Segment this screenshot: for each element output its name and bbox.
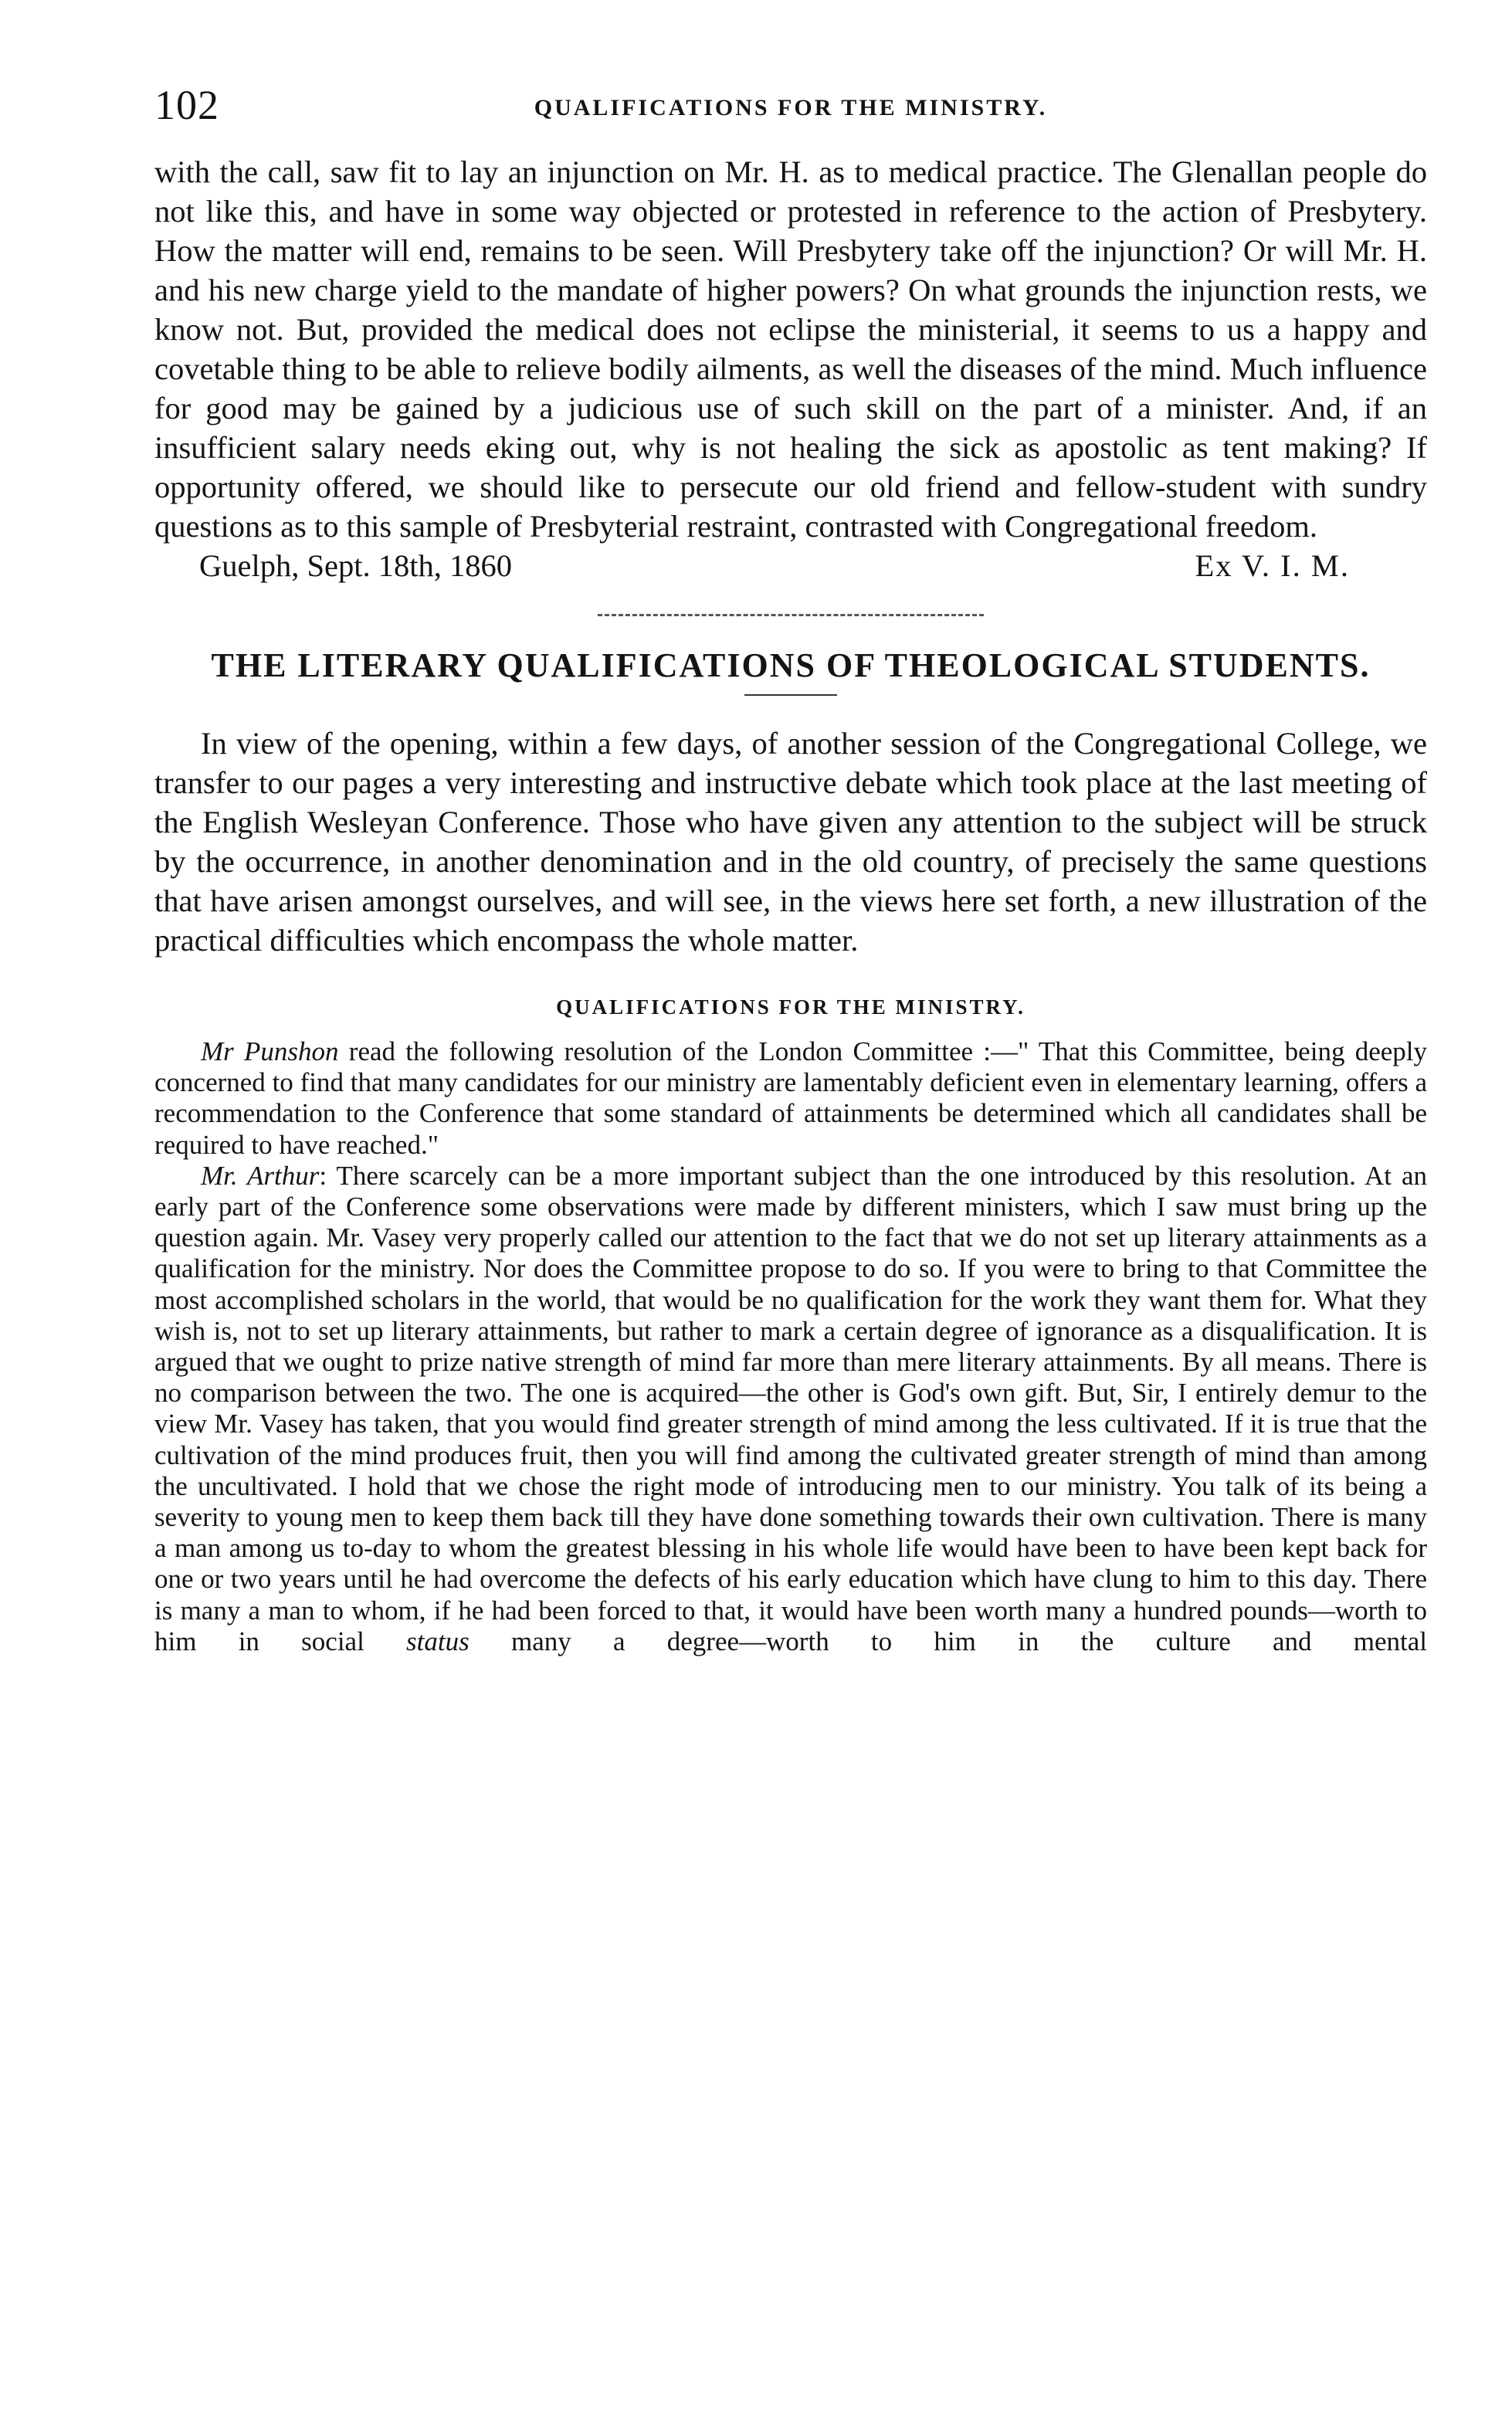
running-title: QUALIFICATIONS FOR THE MINISTRY.	[534, 95, 1048, 120]
letter-signature: Ex V. I. M.	[1195, 548, 1350, 583]
speaker-punshon: Mr Punshon	[201, 1036, 339, 1066]
arthur-text-1: : There scarcely can be a more important subject than the one introduced by this resolution. At an early part of the Conference some observations were made by different ministers, which I saw must bring up the question again. Mr. Vasey very properly called our attention to the fact that we do not set up literary attainments as a qualification for the ministry. Nor does the Committee propose to do so. If you were to bring to that Committee the most accomplished scholars in the world, that would be no qualification for the work they want them for. What they wish is, not to set up literary attainments, but rather to mark a certain degree of ignorance as a disqualification. It is argued that we ought to prize native strength of mind far more than mere literary attainments. By all means. There is no comparison between the two. The one is acquired—the other is God's own gift. But, Sir, I entirely demur to the view Mr. Vasey has taken, that you would find greater strength of mind among the less cultivated. If it is true that the cultivation of the mind produces fruit, then you will find among the cultivated greater strength of mind than among the uncultivated. I hold that we chose the right mode of introducing men to our ministry. You talk of its being a severity to young men to keep them back till they have done something towards their own cultivation. There is many a man among us to-day to whom the greatest blessing in his whole life would have been to have been kept back for one or two years until he had overcome the defects of his early education which have clung to him to this day. There is many a man to whom, if he had been forced to that, it would have been worth many a hundred pounds—worth to him in social	[154, 1160, 1428, 1656]
section-divider	[598, 614, 984, 616]
letter-place-date: Guelph, Sept. 18th, 1860	[199, 548, 512, 583]
sub-heading: QUALIFICATIONS FOR THE MINISTRY.	[556, 995, 1026, 1019]
punshon-text: read the following resolution of the London Committee :—" That this Committee, being deeply concerned to find that many candidates for our ministry are lamentably deficient even in elementary learning, offers a recommendation to the Conference that some standard of attainments be determined which all candidates shall be required to have reached."	[154, 1036, 1427, 1160]
status-word: status	[406, 1626, 470, 1656]
article-title: THE LITERARY QUALIFICATIONS OF THEOLOGICAL STUDENTS.	[211, 646, 1371, 684]
letter-signoff	[154, 546, 1427, 592]
running-head	[154, 81, 1427, 135]
title-rule	[744, 694, 837, 696]
letter-body: with the call, saw fit to lay an injunction on Mr. H. as to medical practice. The Glenallan people do not like this, and have in some way objected or protested in reference to the action of Presbytery. How the matter will end, remains to be seen. Will Presbytery take off the injunction? Or will Mr. H. and his new charge yield to the mandate of higher powers? On what grounds the injunction rests, we know not. But, provided the medical does not eclipse the ministerial, it seems to us a happy and covetable thing to be able to relieve bodily ailments, as well the diseases of the mind. Much influence for good may be gained by a judicious use of such skill on the part of a minister. And, if an insufficient salary needs eking out, why is not healing the sick as apostolic as tent making? If opportunity offered, we should like to persecute our old friend and fellow-student with sundry questions as to this sample of Presbyterial restraint, contrasted with Congregational freedom.	[154, 154, 1427, 544]
article-intro: In view of the opening, within a few days, of another session of the Congregational College, we transfer to our pages a very interesting and instructive debate which took place at the last meeting of the English Wesleyan Conference. Those who have given any attention to the subject will be struck by the occurrence, in another denomination and in the old country, of precisely the same questions that have arisen amongst ourselves, and will see, in the views here set forth, a new illustration of the practical difficulties which encompass the whole matter.	[154, 726, 1427, 958]
punshon-paragraph	[154, 1036, 1427, 1161]
page-number: 102	[154, 82, 219, 128]
speaker-arthur: Mr. Arthur	[201, 1160, 320, 1191]
arthur-paragraph	[154, 1161, 1427, 1657]
arthur-text-2: many a degree—worth to him in the culture and mental	[469, 1626, 1428, 1656]
